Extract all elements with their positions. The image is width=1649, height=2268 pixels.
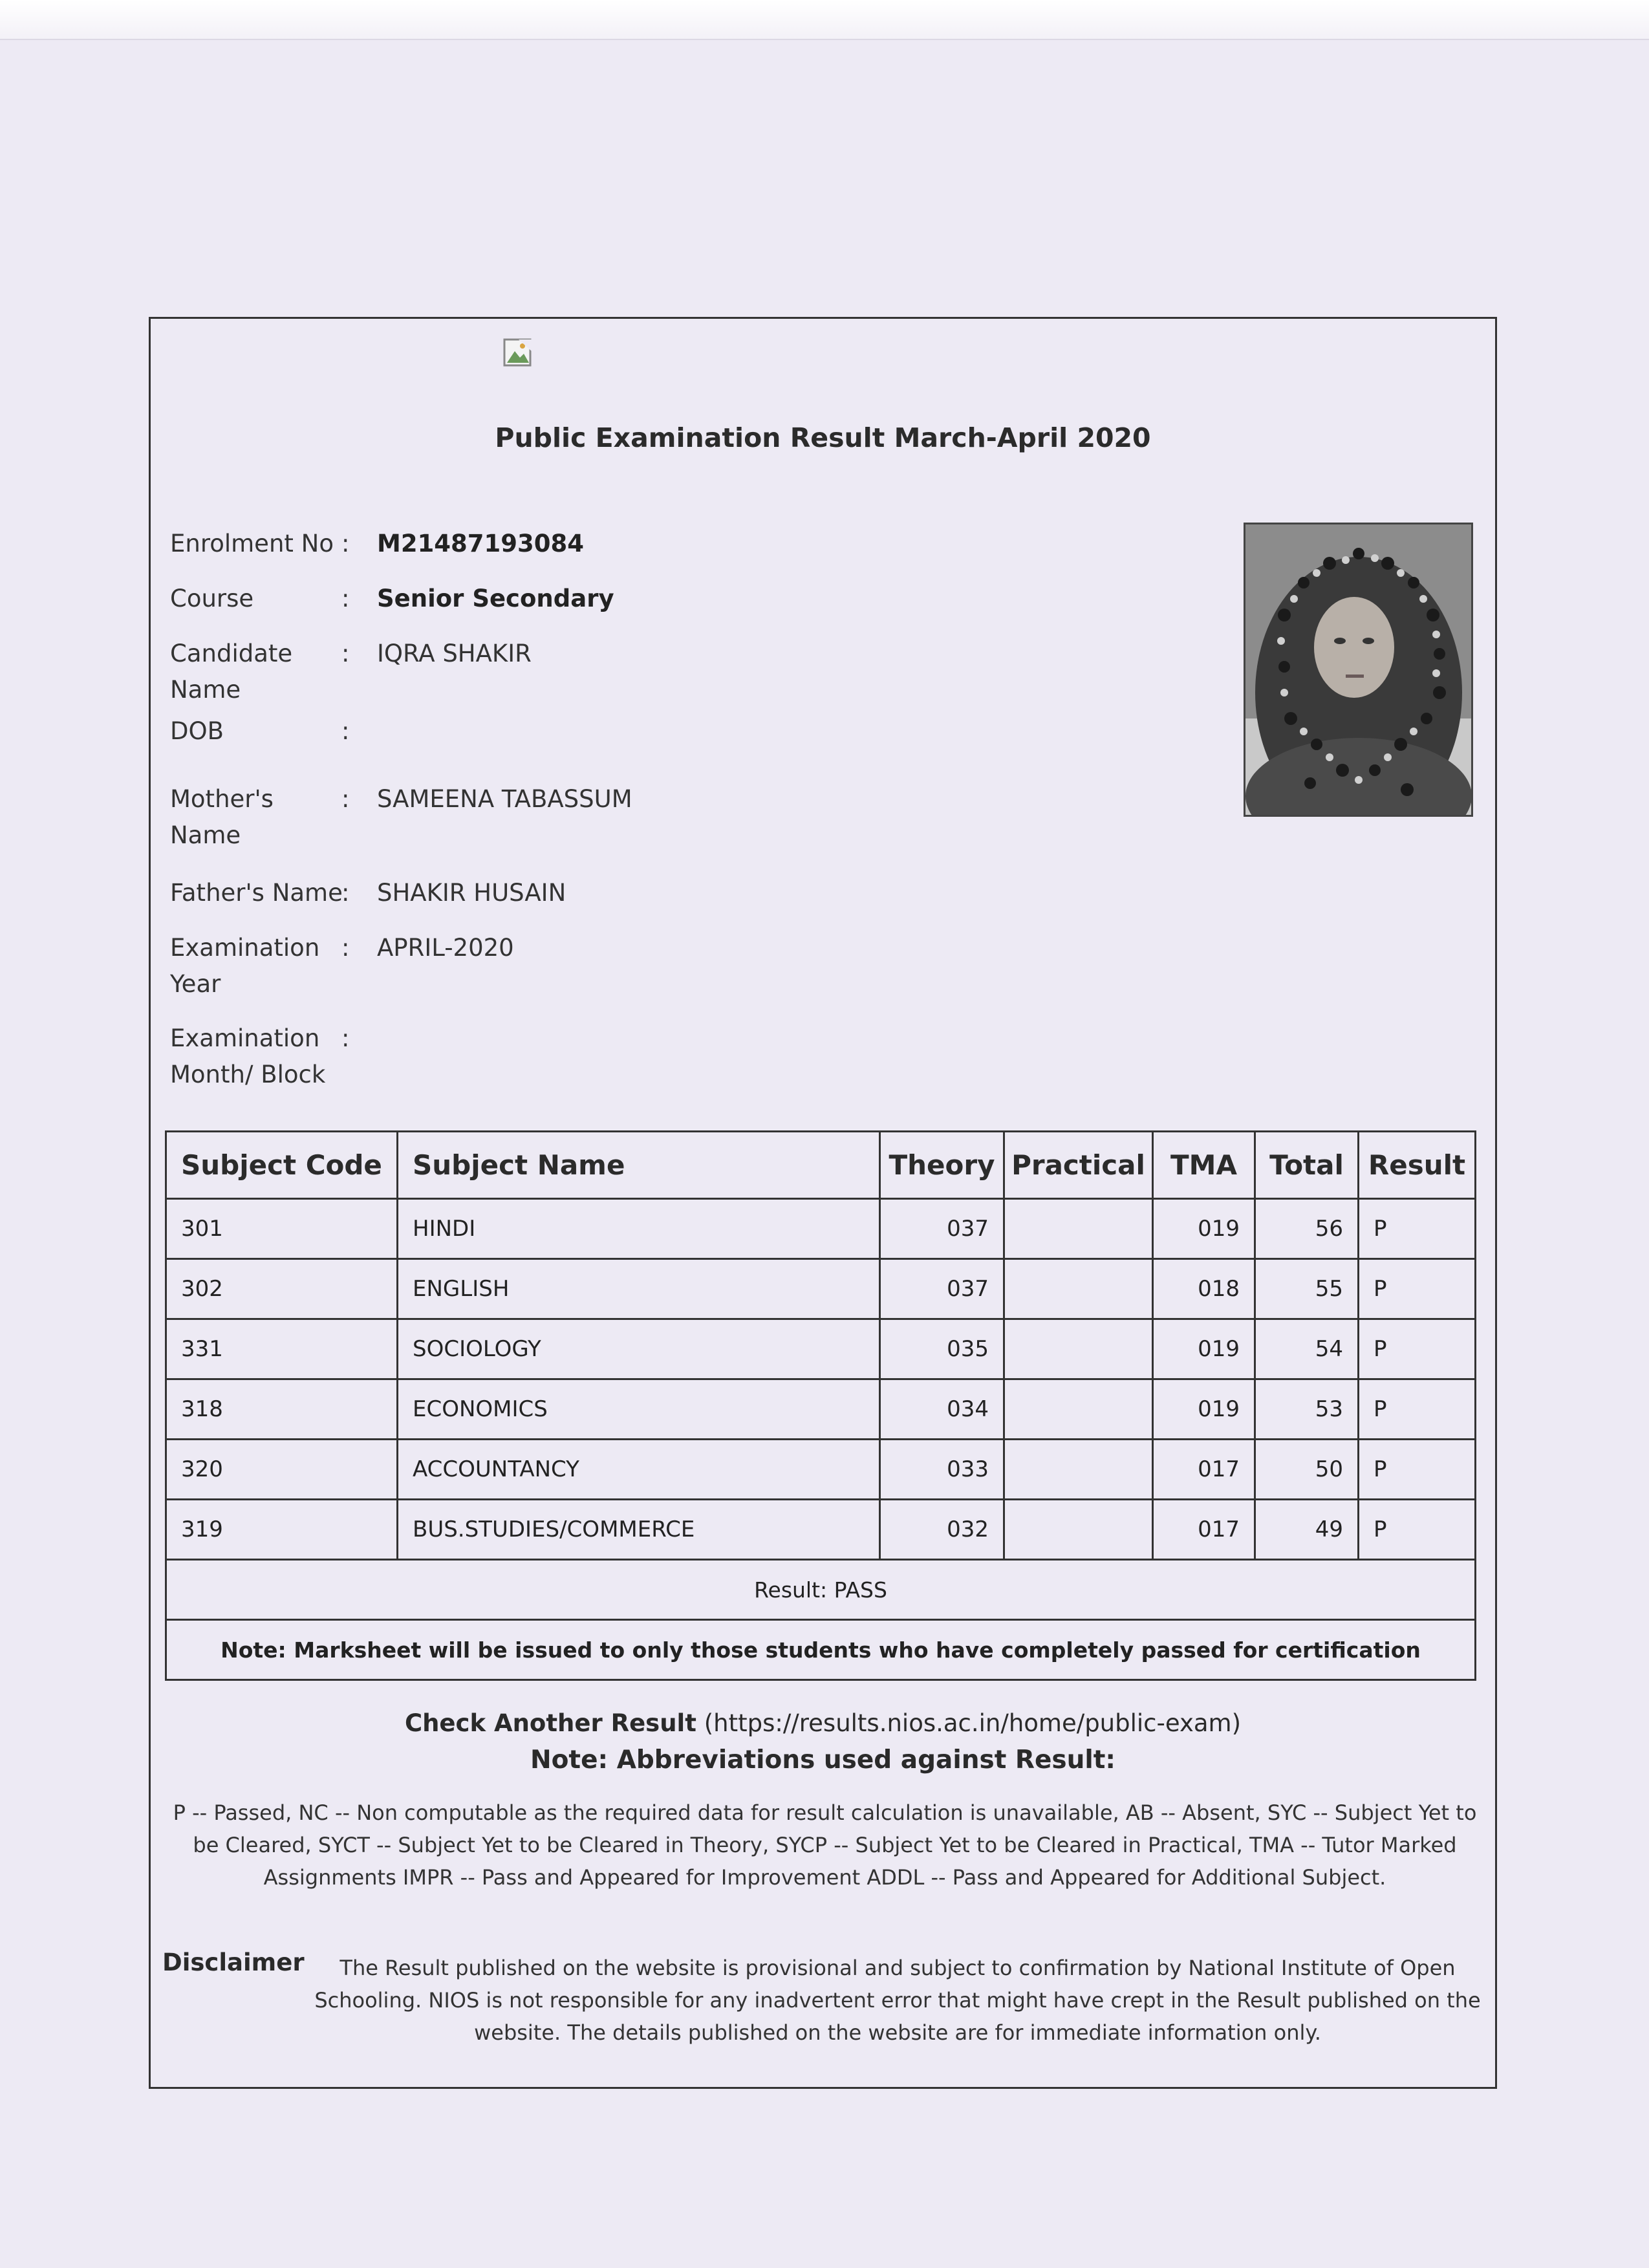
result-row [166,1560,1476,1620]
cell-theory: 035 [880,1319,1004,1379]
check-another-result [151,1709,1495,1737]
info-label: Course [170,585,254,612]
cell-code: 301 [166,1199,398,1259]
cell-theory: 037 [880,1199,1004,1259]
header-subject-name: Subject Name [398,1132,880,1199]
cell-result: P [1359,1379,1476,1440]
table-row [166,1500,1476,1560]
info-label: Mother's Name [170,785,274,849]
disclaimer-text: The Result published on the website is provisional and subject to confirmation by National Institute of Open Schooling. NIOS is not responsible for any inadvertent error that might have crept in the Result published on the website. The details published on the website are for immediate information only. [314,1956,1481,2045]
info-colon: : [341,1024,350,1052]
info-value: APRIL-2020 [377,934,514,962]
cell-name: ECONOMICS [398,1379,880,1440]
check-another-result-url: (https://results.nios.ac.in/home/public-exam) [704,1709,1242,1737]
abbreviations-text: P -- Passed, NC -- Non computable as the required data for result calculation is unavailable, AB -- Absent, SYC -- Subject Yet to be Cleared, SYCT -- Subject Yet to be Cleared in Theory, SYCP -- Subject Yet to be Cleared in Practical, TMA -- Tutor Marked Assignments IMPR -- Pass and Appeared for Improvement ADDL -- Pass and Appeared for Additional Subject. [173,1800,1477,1890]
info-colon: : [341,879,350,907]
header-subject-code: Subject Code [166,1132,398,1199]
info-value: Senior Secondary [377,585,614,612]
header-theory: Theory [880,1132,1004,1199]
cell-name: SOCIOLOGY [398,1319,880,1379]
table-header-row [166,1132,1476,1199]
cell-tma: 017 [1153,1440,1255,1500]
cell-result: P [1359,1319,1476,1379]
cell-result: P [1359,1500,1476,1560]
cell-practical [1004,1259,1153,1319]
disclaimer-label: Disclaimer [162,1949,305,1976]
table-row [166,1199,1476,1259]
info-colon: : [341,934,350,962]
table-row [166,1319,1476,1379]
info-label: Examination Month/ Block [170,1024,326,1088]
info-colon: : [341,530,350,557]
cell-total: 49 [1255,1500,1359,1560]
cell-total: 53 [1255,1379,1359,1440]
cell-name: BUS.STUDIES/COMMERCE [398,1500,880,1560]
cell-name: ACCOUNTANCY [398,1440,880,1500]
result-frame [149,317,1497,2089]
cell-theory: 032 [880,1500,1004,1560]
info-value: IQRA SHAKIR [377,640,532,667]
abbreviations-title: Note: Abbreviations used against Result: [530,1745,1116,1775]
cell-result: P [1359,1199,1476,1259]
cell-practical [1004,1319,1153,1379]
cell-tma: 017 [1153,1500,1255,1560]
info-colon: : [341,640,350,667]
cell-practical [1004,1199,1153,1259]
info-label: Enrolment No [170,530,334,557]
table-row [166,1379,1476,1440]
info-label: Candidate Name [170,640,293,704]
table-row [166,1440,1476,1500]
table-row [166,1259,1476,1319]
cell-total: 50 [1255,1440,1359,1500]
cell-total: 55 [1255,1259,1359,1319]
cell-code: 318 [166,1379,398,1440]
cell-theory: 033 [880,1440,1004,1500]
header-tma: TMA [1153,1132,1255,1199]
check-another-result-link[interactable]: Check Another Result [404,1709,696,1737]
header-result: Result [1359,1132,1476,1199]
marks-table [165,1130,1476,1681]
info-value: M21487193084 [377,530,585,557]
cell-total: 54 [1255,1319,1359,1379]
info-label: DOB [170,717,224,745]
cell-code: 320 [166,1440,398,1500]
cell-name: HINDI [398,1199,880,1259]
overall-result: Result: PASS [166,1560,1476,1620]
info-value: SAMEENA TABASSUM [377,785,632,813]
info-label: Examination Year [170,934,320,998]
cell-theory: 037 [880,1259,1004,1319]
cell-result: P [1359,1259,1476,1319]
page-title: Public Examination Result March-April 2020 [495,422,1151,453]
cell-result: P [1359,1440,1476,1500]
header-practical: Practical [1004,1132,1153,1199]
cell-practical [1004,1440,1153,1500]
cell-tma: 019 [1153,1379,1255,1440]
candidate-photo [1244,523,1473,817]
cell-code: 302 [166,1259,398,1319]
scan-top-edge [0,0,1649,40]
header-total: Total [1255,1132,1359,1199]
cell-practical [1004,1500,1153,1560]
info-colon: : [341,585,350,612]
cell-total: 56 [1255,1199,1359,1259]
info-colon: : [341,785,350,813]
info-label: Father's Name [170,879,343,907]
cell-name: ENGLISH [398,1259,880,1319]
cell-tma: 019 [1153,1319,1255,1379]
info-colon: : [341,717,350,745]
note-row [166,1620,1476,1680]
marksheet-note: Note: Marksheet will be issued to only those students who have completely passed for certification [166,1620,1476,1680]
cell-theory: 034 [880,1379,1004,1440]
cell-code: 319 [166,1500,398,1560]
info-value: SHAKIR HUSAIN [377,879,566,907]
cell-code: 331 [166,1319,398,1379]
cell-practical [1004,1379,1153,1440]
cell-tma: 019 [1153,1199,1255,1259]
cell-tma: 018 [1153,1259,1255,1319]
broken-image-icon [503,338,532,367]
